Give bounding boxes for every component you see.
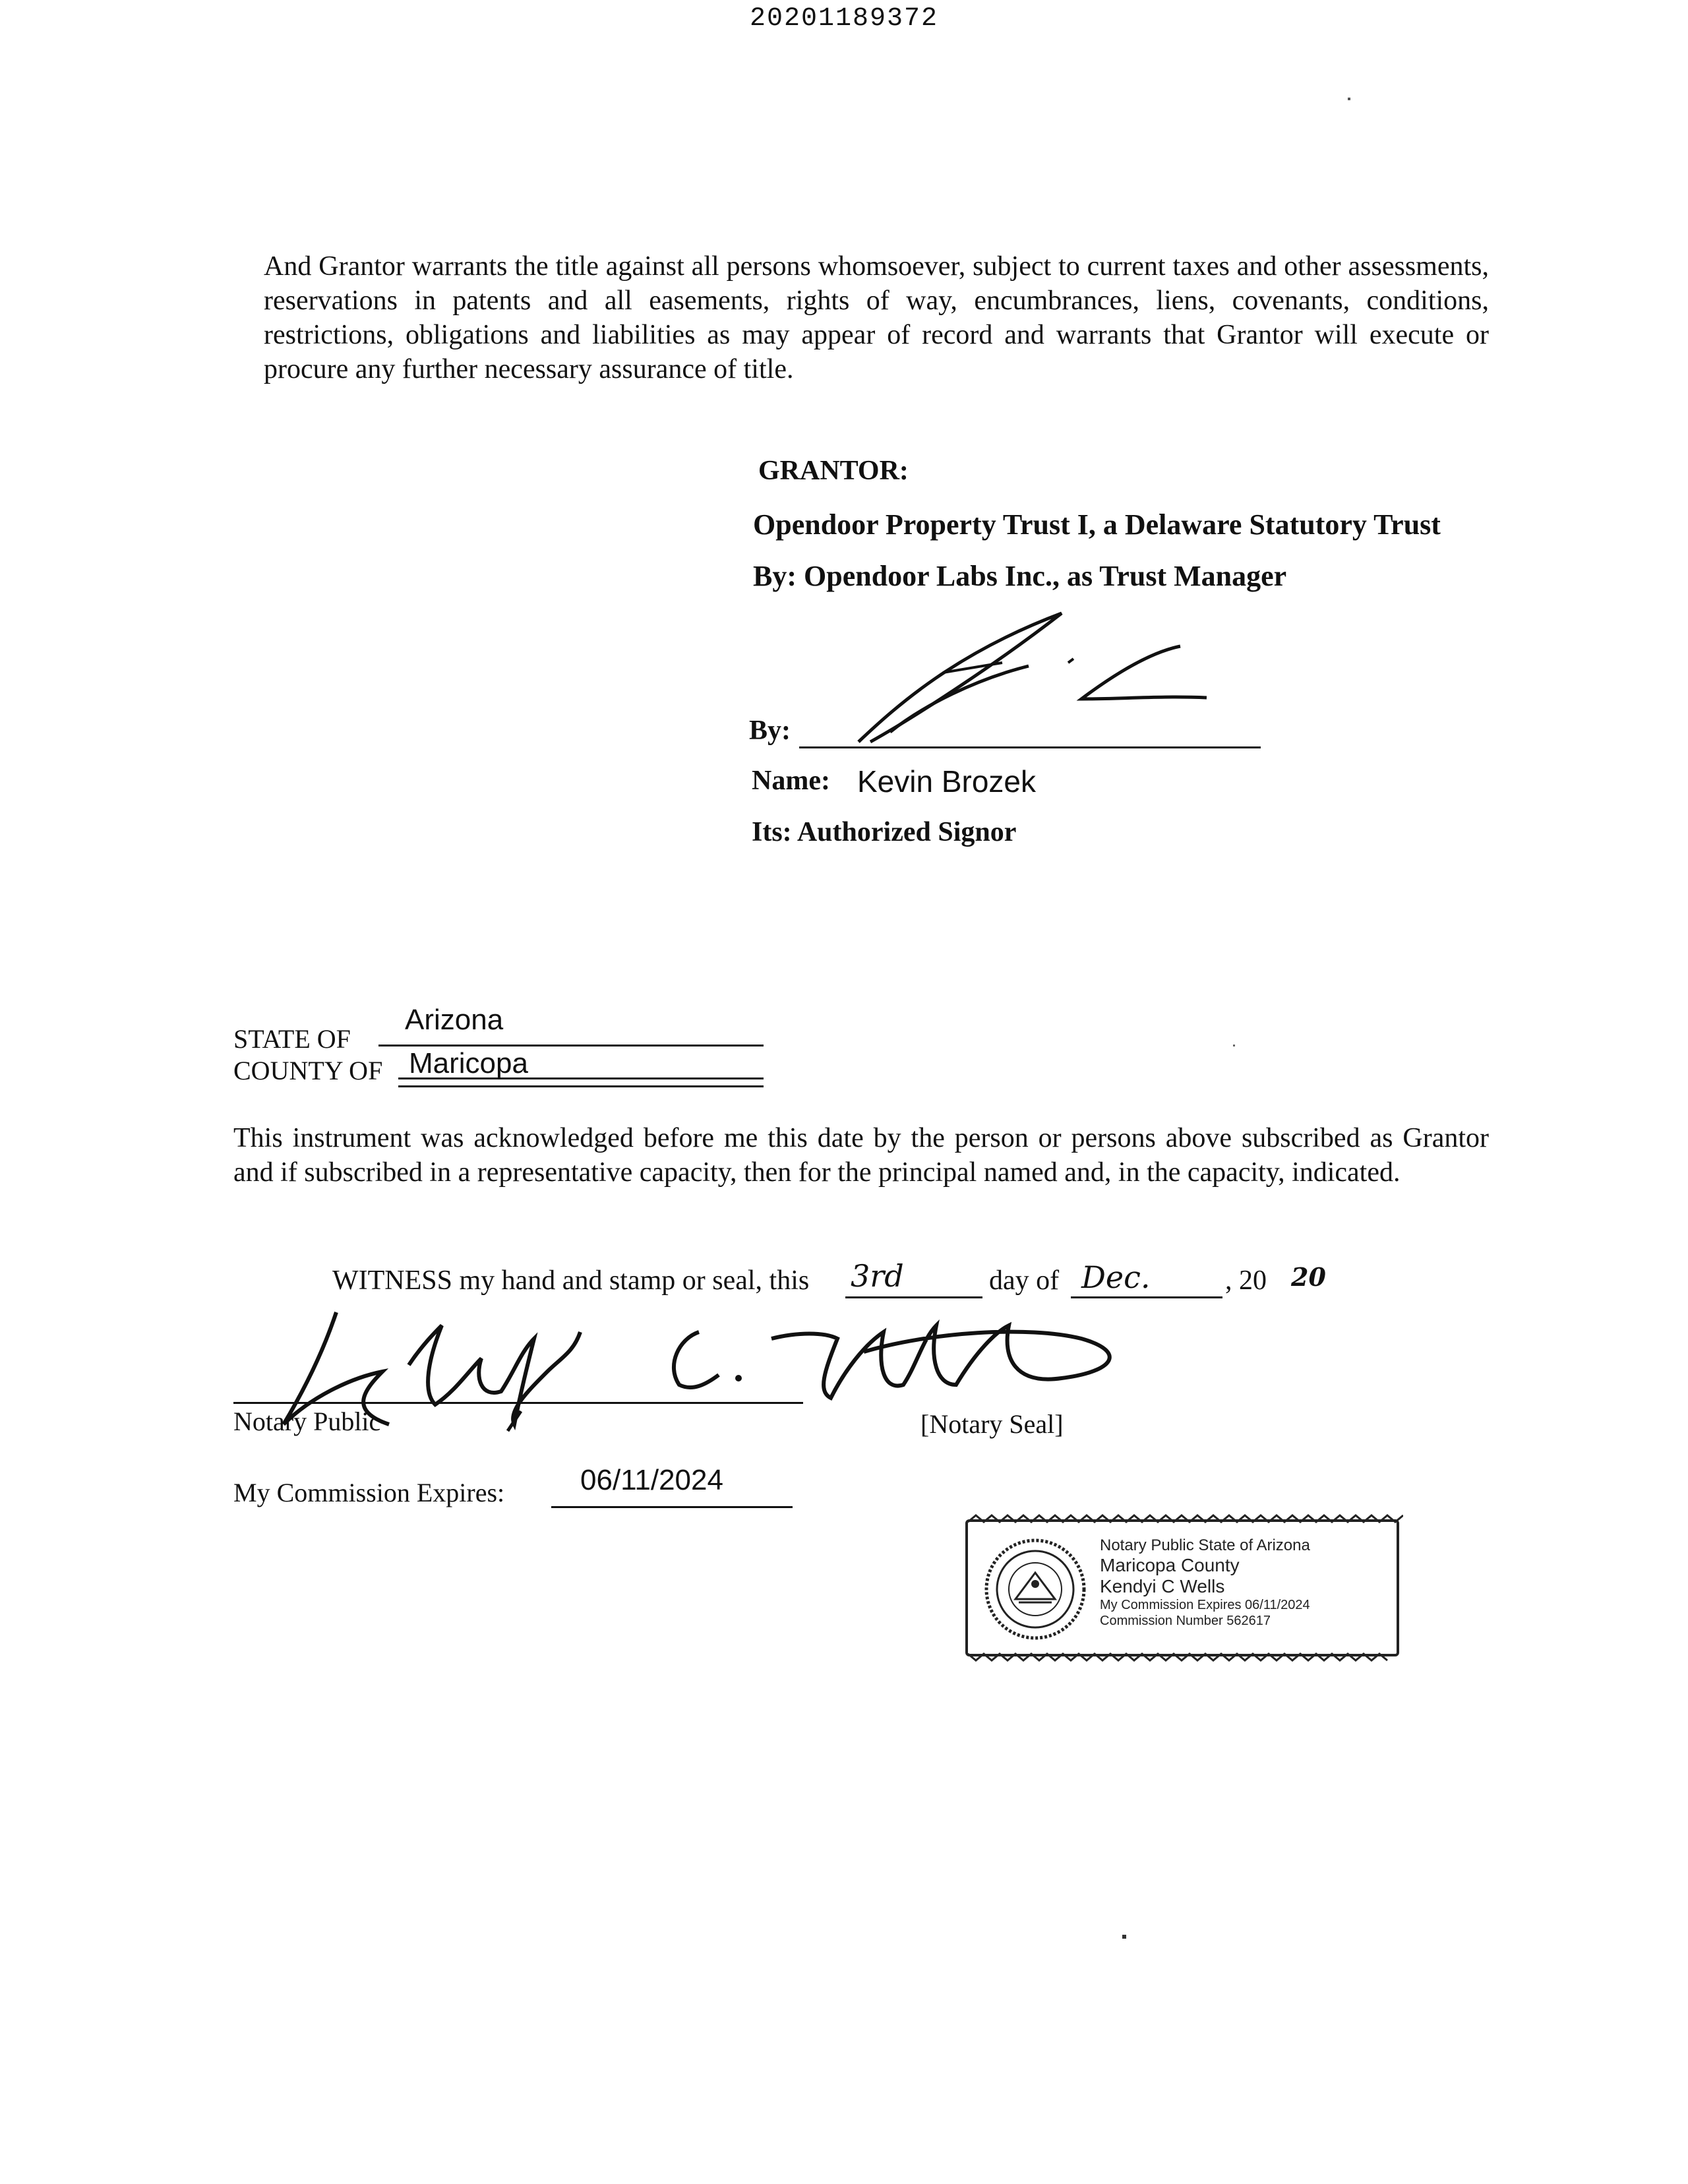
seal-line-3: Kendyi C Wells	[1100, 1576, 1225, 1596]
state-label: STATE OF	[233, 1024, 351, 1054]
seal-line-2: Maricopa County	[1100, 1555, 1240, 1575]
state-value: Arizona	[405, 1004, 504, 1036]
county-label: COUNTY OF	[233, 1056, 383, 1085]
signature-line	[799, 746, 1261, 748]
state-line	[378, 1045, 764, 1046]
notary-seal-stamp	[965, 1519, 1399, 1656]
witness-day: 3rd	[851, 1258, 904, 1294]
day-of-label: day of	[989, 1265, 1060, 1296]
acknowledgment-paragraph: This instrument was acknowledged before me this date by the person or persons above subscribed as Grantor and if subscribed in a representative capacity, then for the principal named and, in the capacity, indicated.	[233, 1123, 1489, 1188]
grantor-entity: Opendoor Property Trust I, a Delaware Statutory Trust	[753, 508, 1441, 541]
signature-by-label: By:	[749, 715, 791, 746]
scan-speck	[1348, 98, 1350, 100]
seal-line-5: Commission Number 562617	[1100, 1614, 1271, 1628]
scan-speck	[1233, 1045, 1235, 1046]
seal-line-4: My Commission Expires 06/11/2024	[1100, 1598, 1310, 1612]
seal-line-1: Notary Public State of Arizona	[1100, 1536, 1310, 1554]
notary-seal-label: [Notary Seal]	[920, 1409, 1064, 1439]
county-value: Maricopa	[409, 1047, 528, 1079]
commission-label: My Commission Expires:	[233, 1478, 505, 1507]
notary-public-label: Notary Public	[233, 1407, 381, 1436]
witness-prefix: WITNESS my hand and stamp or seal, this	[332, 1265, 810, 1296]
scan-speck	[1122, 1935, 1126, 1939]
commission-line	[551, 1506, 793, 1508]
witness-year: 20	[1291, 1262, 1326, 1292]
county-underline-top	[398, 1077, 764, 1079]
notary-signature-line	[233, 1402, 803, 1404]
warranty-paragraph: And Grantor warrants the title against all persons whomsoever, subject to current taxes and other assessments, reservations in patents and all easements, rights of way, encumbrances, liens, covenants, conditions, restrictions, obligations and liabilities as may appear of record and warrants that Grantor will execute or procure any further necessary assurance of title.	[264, 251, 1489, 384]
document-number: 20201189372	[749, 4, 939, 34]
signer-name: Kevin Brozek	[857, 764, 1037, 799]
commission-value: 06/11/2024	[580, 1464, 723, 1496]
grantor-heading: GRANTOR:	[758, 456, 909, 486]
year-prefix: , 20	[1225, 1265, 1267, 1296]
grantor-by-line: By: Opendoor Labs Inc., as Trust Manager	[753, 560, 1287, 592]
county-line	[398, 1085, 764, 1087]
signer-title: Its: Authorized Signor	[752, 817, 1017, 847]
name-label: Name:	[752, 766, 830, 796]
grantor-signature-icon	[844, 600, 1226, 752]
state-seal-icon	[982, 1536, 1088, 1642]
witness-month: Dec.	[1081, 1259, 1151, 1295]
